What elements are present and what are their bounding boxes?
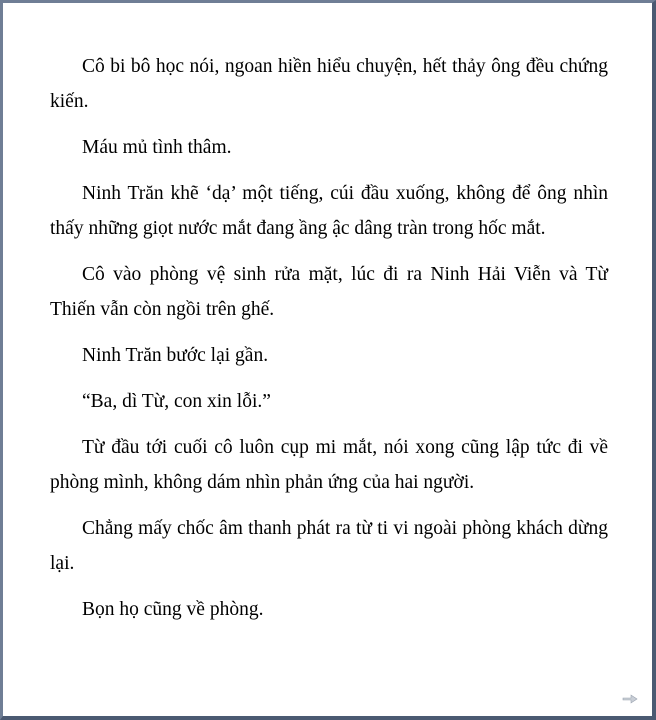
- paragraph: Ninh Trăn khẽ ‘dạ’ một tiếng, cúi đầu xuống, không để ông nhìn thấy những giọt nước mắt đang ầng ậc dâng tràn trong hốc mắt.: [50, 183, 608, 239]
- paragraph: Từ đầu tới cuối cô luôn cụp mi mắt, nói xong cũng lập tức đi về phòng mình, không dám nhìn phản ứng của hai người.: [50, 437, 608, 493]
- paragraph: Ninh Trăn bước lại gần.: [82, 345, 269, 366]
- paragraph: Cô bi bô học nói, ngoan hiền hiểu chuyện, hết thảy ông đều chứng kiến.: [50, 56, 608, 112]
- paragraph: Bọn họ cũng về phòng.: [82, 599, 264, 620]
- document-page: [50, 49, 608, 638]
- paragraph: Chẳng mấy chốc âm thanh phát ra từ ti vi ngoài phòng khách dừng lại.: [50, 518, 608, 574]
- paragraph: Máu mủ tình thâm.: [82, 137, 232, 158]
- paragraph: “Ba, dì Từ, con xin lỗi.”: [82, 391, 271, 412]
- paragraph: Cô vào phòng vệ sinh rửa mặt, lúc đi ra Ninh Hải Viễn và Từ Thiến vẫn còn ngồi trên ghế.: [50, 264, 608, 320]
- page-corner-arrow-icon: [622, 694, 638, 704]
